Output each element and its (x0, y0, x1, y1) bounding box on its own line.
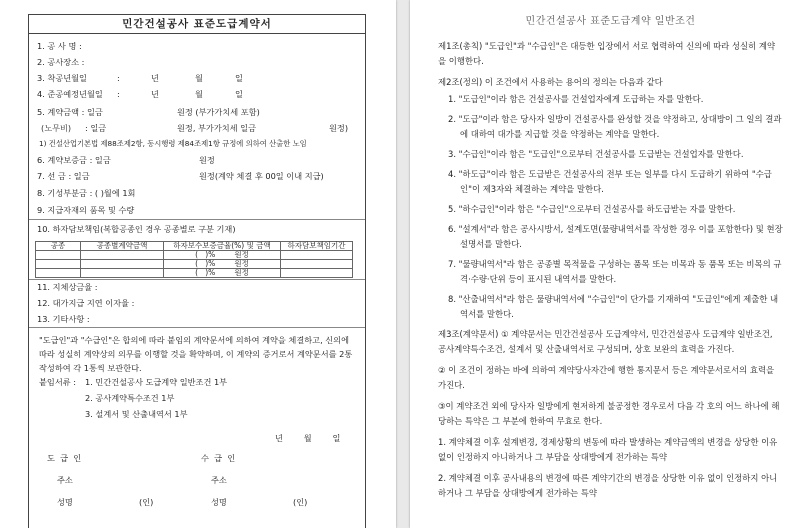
month-label: 월 (195, 89, 203, 99)
subcontractor-address-label: 주소 (211, 475, 227, 485)
table-cell[interactable] (36, 251, 81, 260)
table-header: 하자보수보증금율(%) 및 금액 (164, 242, 281, 251)
contract-amount-vat: 원정 (부가가치세 포함) (177, 107, 260, 117)
article-3-clause-3: ③이 계약조건 외에 당사자 일방에게 현저하게 불공정한 경우로서 다음 각 호의 어느 하나에 해당하는 특약은 그 부분에 한하여 무효로 한다. (438, 401, 780, 426)
day-label: 일 (235, 89, 243, 99)
divider (29, 279, 365, 280)
contractor-seal: (인) (139, 497, 154, 507)
general-conditions (438, 12, 783, 507)
colon: : (117, 89, 120, 99)
row-start-date: 3. 착공년월일 (37, 73, 87, 83)
article-1: 제1조(총칙) "도급인"과 "수급인"은 대등한 입장에서 서로 협력하여 신의에 따라 성실히 계약을 이행한다. (438, 41, 776, 66)
row-completion-date: 4. 준공예정년월일 (37, 89, 103, 99)
contract-title: 민간건설공사 표준도급계약서 (29, 15, 365, 34)
definition-item: 8. "산출내역서"라 함은 물량내역서에 "수급인"이 단가를 기재하여 "도급인"에게 제출한 내역서를 말한다. (448, 294, 779, 319)
labor-cost-note: 1) 건설산업기본법 제88조제2항, 동시행령 제84조제1항 규정에 의하여 산출한 노임 (39, 139, 307, 148)
article-3-item: 1. 계약체결 이후 설계변경, 경제상황의 변동에 따라 발생하는 계약금액의 변경을 상당한 이유 없이 인정하지 아니하거나 그 부담을 상대방에게 전가하는 특약 (438, 437, 778, 462)
table-header: 하자담보책임기간 (281, 242, 353, 251)
row-project-site: 2. 공사장소 : (37, 57, 85, 67)
definition-item: 4. "하도급"이라 함은 도급받은 건설공사의 전부 또는 일부를 다시 도급하기 위하여 "수급인"이 제3자와 체결하는 계약을 말한다. (448, 169, 772, 194)
advance-won: 원정(계약 체결 후 00일 이내 지급) (199, 171, 324, 181)
row-supplied-materials: 9. 지급자재의 품목 및 수량 (37, 205, 135, 215)
year-label: 년 (151, 89, 159, 99)
table-row (36, 251, 353, 260)
contractor-address-label: 주소 (57, 475, 73, 485)
table-header: 공종 (36, 242, 81, 251)
row-contract-amount: 5. 계약금액 : 일금 (37, 107, 103, 117)
table-header-row (36, 242, 353, 251)
colon: : (117, 73, 120, 83)
row-project-name: 1. 공 사 명 : (37, 41, 82, 51)
attachment-item: 1. 민간건설공사 도급계약 일반조건 1부 (85, 377, 228, 387)
row-advance-payment: 7. 선 금 : 일금 (37, 171, 90, 181)
table-cell[interactable] (81, 269, 164, 278)
deposit-won: 원정 (199, 155, 215, 165)
attachment-item: 2. 공사계약특수조건 1부 (85, 393, 175, 403)
article-3: 제3조(계약문서) ① 계약문서는 민간건설공사 도급계약서, 민간건설공사 도급계약 일반조건, 공사계약특수조건, 설계서 및 산출내역서로 구성되며, 상호 보완의 효력을 가진다. (438, 329, 773, 354)
conditions-title: 민간건설공사 표준도급계약 일반조건 (525, 16, 696, 27)
closing-statement: "도급인"과 "수급인"은 합의에 따라 붙임의 계약문서에 의하여 계약을 체결하고, 신의에 따라 성실히 계약상의 의무를 이행할 것을 확약하며, 이 계약의 증거로서 계약문서를 2통 작성하여 각 1통씩 보관한다. (39, 335, 353, 373)
table-cell[interactable] (281, 251, 353, 260)
table-cell[interactable]: ( )% 원정 (164, 251, 281, 260)
divider (29, 327, 365, 328)
row-delay-rate: 11. 지체상금율 : (37, 282, 98, 292)
table-cell[interactable]: ( )% 원정 (164, 260, 281, 269)
attachments-label: 붙임서류 : (39, 377, 76, 387)
defect-table (35, 241, 353, 278)
definition-item: 7. "물량내역서"라 함은 공종별 목적물을 구성하는 품목 또는 비목과 동 품목 또는 비목의 규격·수량·단위 등이 표시된 내역서를 말한다. (448, 259, 782, 284)
subcontractor-seal: (인) (293, 497, 308, 507)
definition-item: 2. "도급"이라 함은 당사자 일방이 건설공사를 완성할 것을 약정하고, 상대방이 그 일의 결과에 대하여 대가를 지급할 것을 약정하는 계약을 말한다. (448, 114, 782, 139)
subcontractor-name-label: 성명 (211, 497, 227, 507)
article-3-item: 2. 계약체결 이후 공사내용의 변경에 따른 계약기간의 변경을 상당한 이유 없이 인정하지 아니하거나 그 부담을 상대방에게 전가하는 특약 (438, 473, 778, 498)
row-other: 13. 기타사항 : (37, 314, 90, 324)
table-header: 공종별계약금액 (81, 242, 164, 251)
row-defect-liability: 10. 하자담보책임(복합공종인 경우 공종별로 구분 기재) (37, 224, 236, 234)
contractor-name-label: 성명 (57, 497, 73, 507)
definition-item: 1. "도급인"이라 함은 건설공사를 건설업자에게 도급하는 자를 말한다. (448, 94, 704, 104)
definition-item: 5. "하수급인"이라 함은 "수급인"으로부터 건설공사를 하도급받는 자를 말한다. (448, 204, 736, 214)
article-2-intro: 제2조(정의) 이 조건에서 사용하는 용어의 정의는 다음과 같다 (438, 77, 663, 87)
divider (29, 219, 365, 220)
table-cell[interactable] (36, 269, 81, 278)
labor-cost-amount: : 일금 (85, 123, 107, 133)
table-cell[interactable] (81, 260, 164, 269)
row-progress-payment: 8. 기성부분금 : ( )월에 1회 (37, 188, 136, 198)
contract-form (28, 14, 366, 528)
contractor-label: 도 급 인 (47, 453, 82, 463)
contract-form-page (0, 0, 396, 528)
sign-date: 년 월 일 (275, 433, 341, 443)
labor-cost-vat: 원정, 부가가치세 일금 (177, 123, 256, 133)
table-cell[interactable] (281, 260, 353, 269)
month-label: 월 (195, 73, 203, 83)
attachment-item: 3. 설계서 및 산출내역서 1부 (85, 409, 188, 419)
definition-item: 6. "설계서"라 함은 공사시방서, 설계도면(물량내역서를 작성한 경우 이를 포함한다) 및 현장설명서를 말한다. (448, 224, 783, 249)
table-cell[interactable] (281, 269, 353, 278)
row-contract-deposit: 6. 계약보증금 : 일금 (37, 155, 111, 165)
labor-cost-end: 원정) (329, 123, 349, 133)
labor-cost-label: (노무비) (41, 123, 72, 133)
row-payment-delay-interest: 12. 대가지급 지연 이자율 : (37, 298, 135, 308)
table-cell[interactable]: ( )% 원정 (164, 269, 281, 278)
subcontractor-label: 수 급 인 (201, 453, 236, 463)
year-label: 년 (151, 73, 159, 83)
general-conditions-page (410, 0, 800, 528)
table-row (36, 269, 353, 278)
definition-item: 3. "수급인"이라 함은 "도급인"으로부터 건설공사를 도급받는 건설업자를 말한다. (448, 149, 744, 159)
table-row (36, 260, 353, 269)
day-label: 일 (235, 73, 243, 83)
table-cell[interactable] (81, 251, 164, 260)
table-cell[interactable] (36, 260, 81, 269)
article-3-clause-2: ② 이 조건이 정하는 바에 의하여 계약당사자간에 행한 통지문서 등은 계약문서로서의 효력을 가진다. (438, 365, 775, 390)
